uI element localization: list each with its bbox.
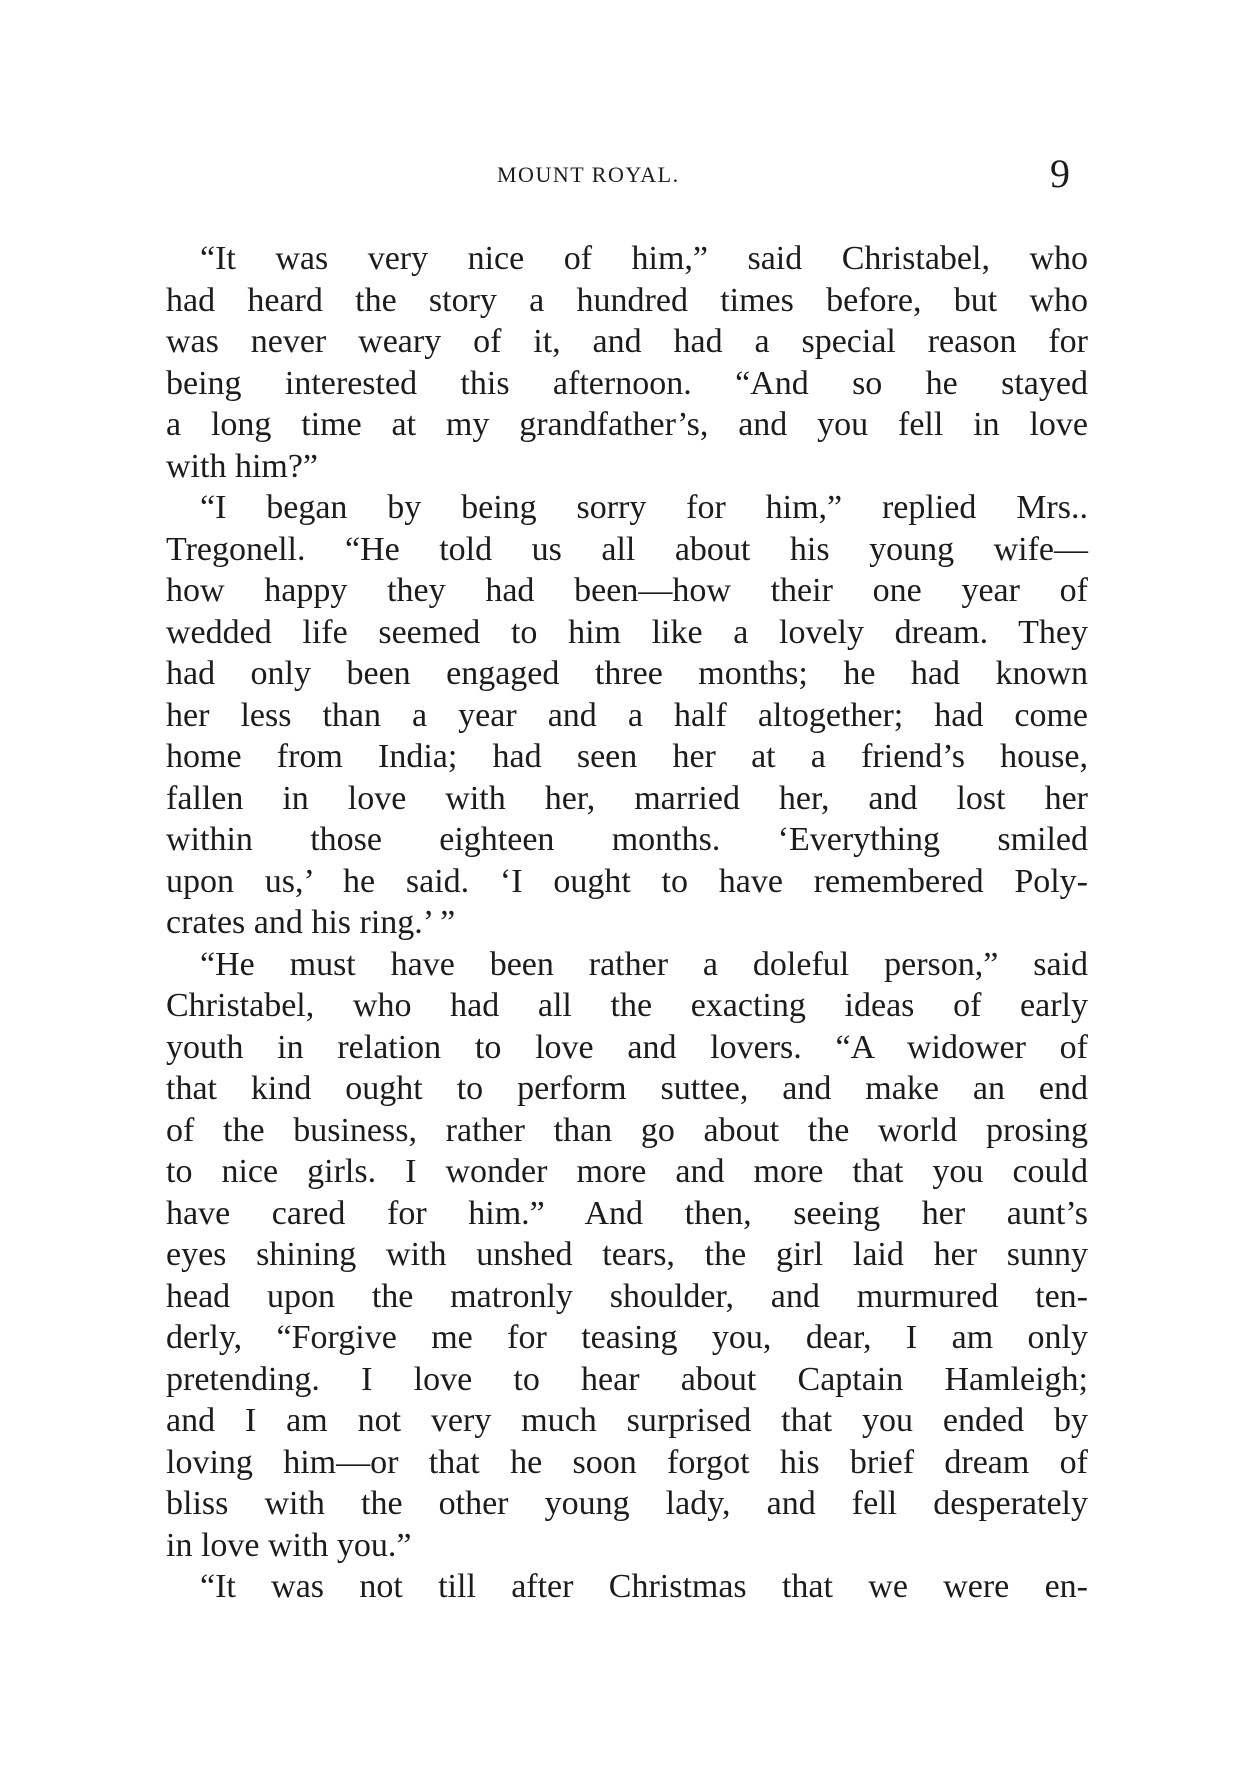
text-line: had heard the story a hundred times before, but who <box>166 281 1088 319</box>
text-line: “I began by being sorry for him,” replied Mrs.. <box>200 489 1088 526</box>
text-line: that kind ought to perform suttee, and make an end <box>166 1070 1088 1107</box>
text-line: in love with you.” <box>166 1526 412 1564</box>
text-line: home from India; had seen her at a friend’s house, <box>166 738 1088 775</box>
text-line: had only been engaged three months; he had known <box>166 655 1088 692</box>
text-line: wedded life seemed to him like a lovely dream. They <box>166 613 1088 651</box>
text-line: eyes shining with unshed tears, the girl laid her sunny <box>166 1236 1088 1273</box>
text-line: fallen in love with her, married her, and lost her <box>166 779 1088 817</box>
text-line: “It was very nice of him,” said Christabel, who <box>200 240 1088 277</box>
running-head-title: MOUNT ROYAL. <box>497 162 680 187</box>
text-line: how happy they had been—how their one year of <box>166 572 1088 609</box>
text-line: was never weary of it, and had a special reason for <box>166 323 1088 360</box>
text-line: pretending. I love to hear about Captain Hamleigh; <box>166 1360 1088 1398</box>
body-text <box>166 238 1088 1608</box>
text-line: and I am not very much surprised that you ended by <box>166 1402 1088 1439</box>
text-line: a long time at my grandfather’s, and you fell in love <box>166 406 1088 443</box>
text-line: “He must have been rather a doleful person,” said <box>200 945 1088 983</box>
page-number: 9 <box>1050 151 1070 196</box>
text-line: of the business, rather than go about the world prosing <box>166 1111 1088 1149</box>
text-line: derly, “Forgive me for teasing you, dear, I am only <box>166 1319 1088 1356</box>
text-line: “It was not till after Christmas that we were en- <box>200 1568 1088 1605</box>
text-line: within those eighteen months. ‘Everything smiled <box>166 821 1088 858</box>
text-line: loving him—or that he soon forgot his brief dream of <box>166 1443 1088 1481</box>
text-line: head upon the matronly shoulder, and murmured ten- <box>166 1277 1088 1315</box>
text-line: to nice girls. I wonder more and more that you could <box>166 1153 1088 1190</box>
text-line: with him?” <box>166 447 319 485</box>
text-line: Tregonell. “He told us all about his young wife— <box>166 530 1088 568</box>
text-line: crates and his ring.’ ” <box>166 904 456 941</box>
text-line: youth in relation to love and lovers. “A widower of <box>166 1028 1088 1066</box>
text-line: have cared for him.” And then, seeing her aunt’s <box>166 1194 1088 1232</box>
text-line: Christabel, who had all the exacting ideas of early <box>166 987 1088 1024</box>
text-line: being interested this afternoon. “And so he stayed <box>166 364 1088 402</box>
text-line: bliss with the other young lady, and fell desperately <box>166 1485 1088 1522</box>
text-line: her less than a year and a half altogether; had come <box>166 696 1088 734</box>
text-line: upon us,’ he said. ‘I ought to have remembered Poly- <box>166 862 1088 900</box>
